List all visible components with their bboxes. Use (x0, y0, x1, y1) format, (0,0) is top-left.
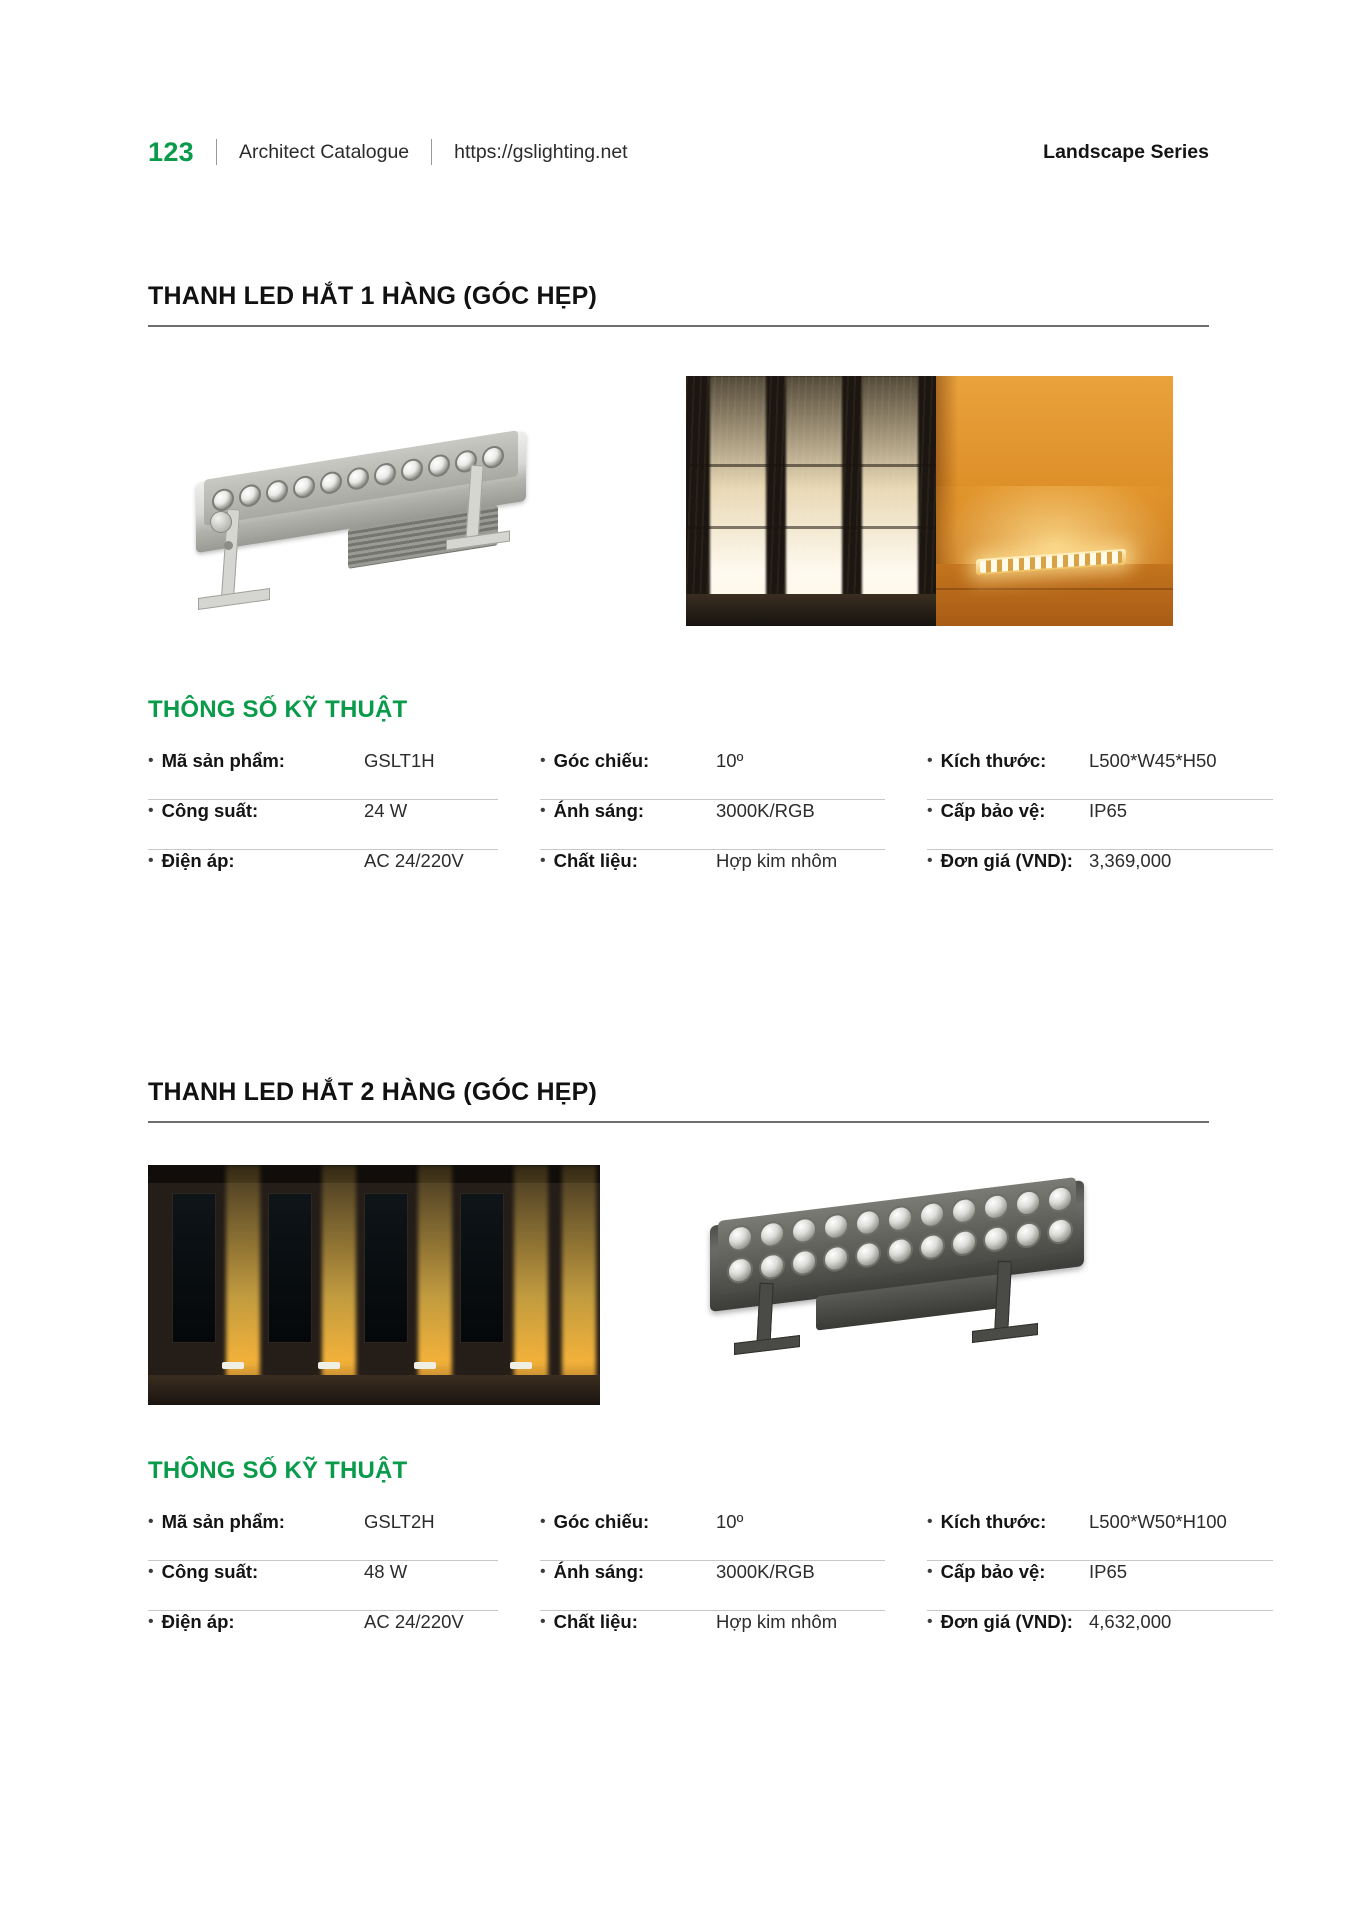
bullet-icon: • (540, 1562, 546, 1580)
led-lens (1047, 1184, 1073, 1213)
spec-label: Chất liệu: (553, 849, 638, 871)
photo-interior-wall-wash (686, 376, 936, 626)
header-left-group (148, 137, 628, 168)
spec-row (540, 750, 885, 800)
led-lens (855, 1239, 881, 1268)
spec-heading: THÔNG SỐ KỸ THUẬT (148, 695, 408, 723)
spec-label: Ánh sáng: (553, 799, 645, 821)
bullet-icon: • (540, 1512, 546, 1530)
website-link[interactable]: https://gslighting.net (454, 140, 628, 163)
spec-table-1 (148, 749, 1217, 900)
title-rule (148, 325, 1209, 327)
spec-label: Mã sản phẩm: (161, 1510, 285, 1532)
mounting-bracket-left (756, 1282, 773, 1347)
installed-fixture (222, 1362, 244, 1369)
bullet-icon: • (540, 1612, 546, 1630)
spec-value: GSLT2H (364, 1510, 435, 1532)
uplight-beam (562, 1165, 596, 1405)
spec-value: AC 24/220V (364, 849, 464, 871)
spec-value: GSLT1H (364, 749, 435, 771)
page-number: 123 (148, 136, 194, 167)
led-lens (727, 1255, 753, 1284)
spec-row (540, 1611, 885, 1661)
photo-facade-uplighting (148, 1165, 600, 1405)
led-lens (239, 482, 261, 507)
catalogue-label: Architect Catalogue (238, 140, 410, 163)
installed-fixture (510, 1362, 532, 1369)
mounting-bracket-right (994, 1260, 1012, 1335)
spec-label: Điện áp: (161, 849, 235, 871)
uplight-beam (322, 1165, 356, 1405)
led-lens (919, 1232, 945, 1261)
led-lens (401, 457, 423, 482)
spec-value: IP65 (1088, 799, 1128, 821)
spec-value: Hợp kim nhôm (716, 849, 838, 871)
led-lens (919, 1200, 945, 1229)
window (364, 1193, 408, 1343)
spec-label: Kích thước: (940, 749, 1047, 771)
spec-value: 3000K/RGB (716, 1560, 815, 1582)
bullet-icon: • (148, 801, 154, 819)
header-divider-2 (431, 139, 432, 165)
window (460, 1193, 504, 1343)
spec-label: Góc chiếu: (553, 749, 650, 771)
spec-value: 10º (716, 749, 744, 771)
bullet-icon: • (927, 851, 933, 869)
spec-row (927, 850, 1273, 900)
led-lens (293, 474, 315, 499)
product-render-1-row-bar (168, 369, 598, 634)
product-render-2-row-bar (696, 1175, 1126, 1395)
led-lens (791, 1247, 817, 1276)
led-lens (374, 461, 396, 486)
spec-value: Hợp kim nhôm (716, 1610, 838, 1632)
spec-value: 10º (716, 1510, 744, 1532)
bullet-icon: • (148, 1612, 154, 1630)
spec-value: L500*W45*H50 (1088, 749, 1217, 771)
uplight-beam (514, 1165, 548, 1405)
spec-label: Ánh sáng: (553, 1560, 645, 1582)
spec-row (148, 1511, 498, 1561)
spec-label: Mã sản phẩm: (161, 749, 285, 771)
led-lens (1047, 1216, 1073, 1245)
product-title: THANH LED HẮT 2 HÀNG (GÓC HẸP) (148, 1078, 598, 1106)
adjust-knob (210, 511, 232, 533)
spec-row (540, 1511, 885, 1561)
installed-fixture (414, 1362, 436, 1369)
spec-value: 24 W (364, 799, 408, 821)
led-lens (951, 1196, 977, 1225)
spec-label: Công suất: (161, 1560, 259, 1582)
spec-row (148, 800, 498, 850)
window (268, 1193, 312, 1343)
spec-value: L500*W50*H100 (1088, 1510, 1227, 1532)
spec-label: Công suất: (161, 799, 259, 821)
spec-value: 4,632,000 (1088, 1610, 1172, 1632)
bullet-icon: • (927, 1612, 933, 1630)
title-rule (148, 1121, 1209, 1123)
led-lens (887, 1204, 913, 1233)
spec-heading: THÔNG SỐ KỸ THUẬT (148, 1456, 408, 1484)
wall-seam (686, 526, 936, 529)
light-beam (862, 376, 918, 626)
spec-label: Đơn giá (VND): (940, 849, 1073, 871)
header-divider-1 (216, 139, 217, 165)
spec-row (148, 1611, 498, 1661)
spec-label: Cấp bảo vệ: (940, 799, 1046, 821)
bullet-icon: • (148, 1562, 154, 1580)
product-images-1 (148, 369, 1209, 634)
uplight-beam (418, 1165, 452, 1405)
light-beam (786, 376, 842, 626)
led-lens (1015, 1188, 1041, 1217)
product-section-2 (148, 1078, 1227, 1661)
spec-label: Kích thước: (940, 1510, 1047, 1532)
pavement (936, 564, 1173, 626)
screw (224, 541, 233, 550)
spec-label: Cấp bảo vệ: (940, 1560, 1046, 1582)
ground (148, 1375, 600, 1405)
floor (686, 594, 936, 626)
spec-value: 48 W (364, 1560, 408, 1582)
led-lens (759, 1251, 785, 1280)
spec-row (540, 850, 885, 900)
led-lens (791, 1215, 817, 1244)
led-lens (823, 1211, 849, 1240)
spec-label: Góc chiếu: (553, 1510, 650, 1532)
spec-value: 3,369,000 (1088, 849, 1172, 871)
led-lens (951, 1228, 977, 1257)
led-lens (759, 1219, 785, 1248)
led-lens (482, 444, 504, 469)
led-lens (266, 478, 288, 503)
bullet-icon: • (540, 801, 546, 819)
bullet-icon: • (540, 851, 546, 869)
spec-value: IP65 (1088, 1560, 1128, 1582)
led-lens (347, 465, 369, 490)
spec-row (927, 750, 1273, 800)
spec-row (540, 1561, 885, 1611)
uplight-beam (226, 1165, 260, 1405)
spec-table-2 (148, 1510, 1227, 1661)
spec-row (927, 1511, 1273, 1561)
photo-outdoor-wall-grazing (936, 376, 1173, 626)
bullet-icon: • (927, 801, 933, 819)
led-lens (983, 1192, 1009, 1221)
bullet-icon: • (148, 851, 154, 869)
bullet-icon: • (148, 751, 154, 769)
window (172, 1193, 216, 1343)
spec-row (148, 850, 498, 900)
bullet-icon: • (148, 1512, 154, 1530)
bullet-icon: • (540, 751, 546, 769)
light-beam (710, 376, 766, 626)
bullet-icon: • (927, 751, 933, 769)
product-title: THANH LED HẮT 1 HÀNG (GÓC HẸP) (148, 282, 598, 310)
spec-label: Điện áp: (161, 1610, 235, 1632)
product-images-2 (148, 1165, 1209, 1405)
installed-fixture (318, 1362, 340, 1369)
led-lens (428, 452, 450, 477)
spec-row (927, 800, 1273, 850)
wall-seam (686, 464, 936, 467)
spec-label: Đơn giá (VND): (940, 1610, 1073, 1632)
spec-value: 3000K/RGB (716, 799, 815, 821)
page-header (148, 132, 1209, 172)
spec-row (927, 1561, 1273, 1611)
bullet-icon: • (927, 1512, 933, 1530)
spec-value: AC 24/220V (364, 1610, 464, 1632)
led-lens (855, 1207, 881, 1236)
spec-row (540, 800, 885, 850)
led-lens (727, 1223, 753, 1252)
spec-row (148, 1561, 498, 1611)
spec-row (148, 750, 498, 800)
led-lens (1015, 1220, 1041, 1249)
spec-label: Chất liệu: (553, 1610, 638, 1632)
led-lens (983, 1224, 1009, 1253)
series-label: Landscape Series (1043, 140, 1209, 163)
led-lens (887, 1236, 913, 1265)
led-lens (320, 470, 342, 495)
product-section-1 (148, 282, 1217, 900)
spec-row (927, 1611, 1273, 1661)
bullet-icon: • (927, 1562, 933, 1580)
led-lens (823, 1243, 849, 1272)
